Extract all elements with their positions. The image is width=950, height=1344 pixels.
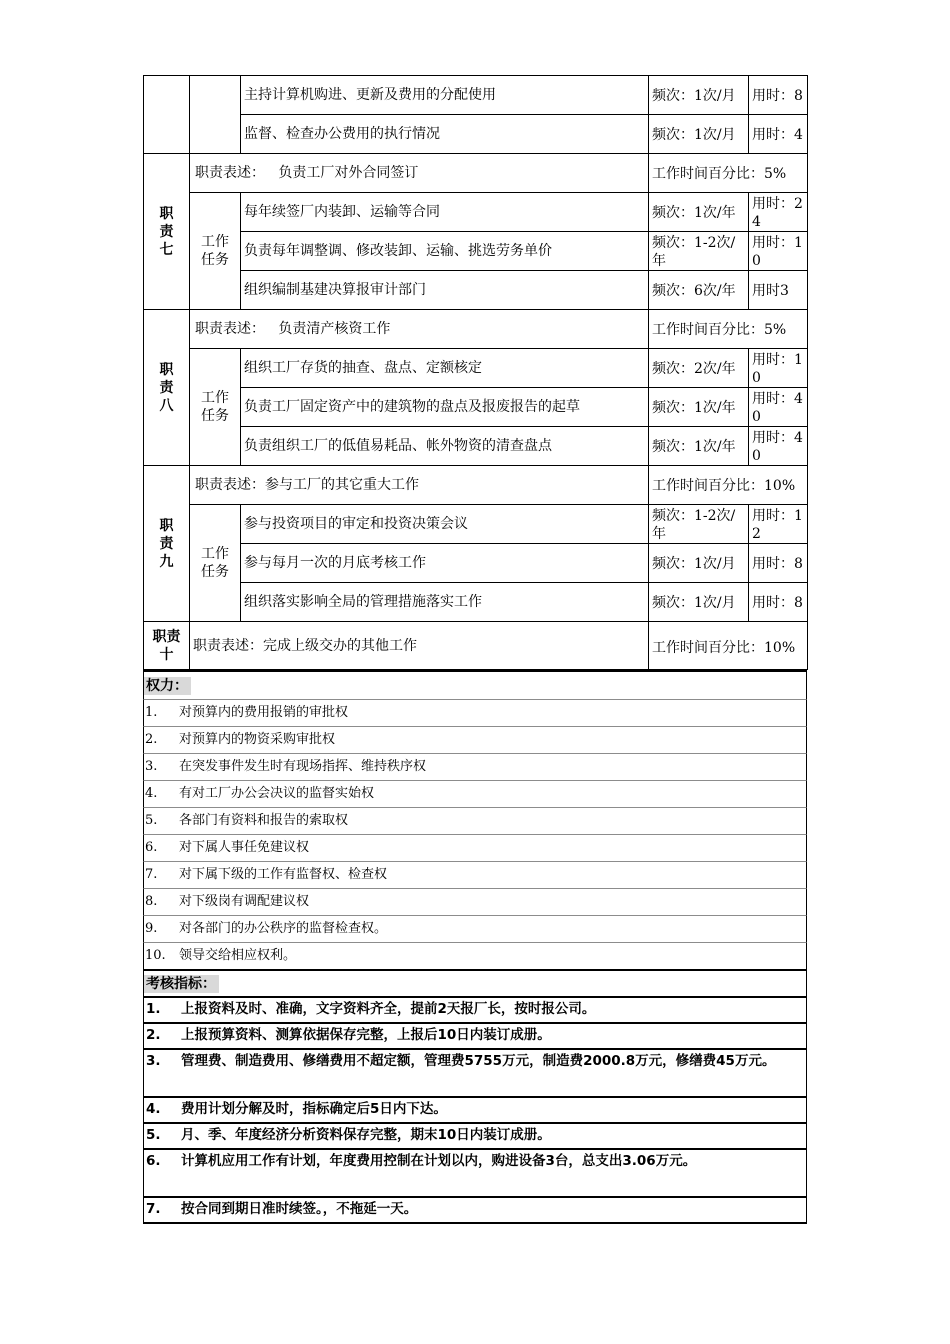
duty-description: 职责表述：参与工厂的其它重大工作 [190,466,649,505]
list-item: 2. 对预算内的物资采购审批权 [143,727,807,754]
list-item: 3. 在突发事件发生时有现场指挥、维持秩序权 [143,754,807,781]
duty-label: 职责八 [144,310,190,466]
task-text: 参与投资项目的审定和投资决策会议 [241,505,649,544]
task-hours: 用时：8 [749,76,808,115]
task-label-cell [190,76,241,154]
task-row [144,232,808,271]
task-text: 组织工厂存货的抽查、盘点、定额核定 [241,349,649,388]
task-frequency: 频次：1次/年 [649,388,749,427]
task-row [144,427,808,466]
work-time-percent: 工作时间百分比：5% [649,310,808,349]
task-frequency: 频次：6次/年 [649,271,749,310]
duty-desc-row [144,622,808,670]
task-row [144,544,808,583]
duty-desc-row [144,154,808,193]
task-row [144,193,808,232]
task-frequency: 频次：1次/月 [649,544,749,583]
list-item: 4. 有对工厂办公会决议的监督实始权 [143,781,807,808]
duty-table [143,75,808,670]
task-text: 负责工厂固定资产中的建筑物的盘点及报废报告的起草 [241,388,649,427]
task-hours: 用时：8 [749,544,808,583]
work-time-percent: 工作时间百分比：5% [649,154,808,193]
task-frequency: 频次：1次/月 [649,76,749,115]
task-hours: 用时：8 [749,583,808,622]
task-text: 参与每月一次的月底考核工作 [241,544,649,583]
task-frequency: 频次：1-2次/年 [649,232,749,271]
task-hours: 用时：10 [749,232,808,271]
duty-desc-row [144,466,808,505]
duty-description: 职责表述：完成上级交办的其他工作 [190,622,649,670]
duty-label: 职责七 [144,154,190,310]
task-row [144,583,808,622]
list-item: 7. 对下属下级的工作有监督权、检查权 [143,862,807,889]
duty-description: 职责表述： 负责清产核资工作 [190,310,649,349]
task-frequency: 频次：1次/年 [649,193,749,232]
task-frequency: 频次：2次/年 [649,349,749,388]
work-time-percent: 工作时间百分比：10% [649,466,808,505]
duty-label: 职责九 [144,466,190,622]
task-row [144,271,808,310]
task-frequency: 频次：1次/月 [649,583,749,622]
task-hours: 用时3 [749,271,808,310]
task-frequency: 频次：1次/月 [649,115,749,154]
task-row [144,115,808,154]
duty-label: 职责十 [144,622,190,670]
list-item: 4. 费用计划分解及时，指标确定后5日内下达。 [143,1098,807,1124]
task-text: 组织编制基建决算报审计部门 [241,271,649,310]
list-item: 3. 管理费、制造费用、修缮费用不超定额，管理费5755万元，制造费2000.8万元，修缮费45万元。 [143,1050,807,1098]
task-text: 负责组织工厂的低值易耗品、帐外物资的清查盘点 [241,427,649,466]
kpi-header [143,969,807,998]
task-hours: 用时：10 [749,349,808,388]
list-item: 8. 对下级岗有调配建议权 [143,889,807,916]
task-label: 工作任务 [190,193,241,310]
duty-desc-row [144,310,808,349]
task-text: 每年续签厂内装卸、运输等合同 [241,193,649,232]
task-text: 组织落实影响全局的管理措施落实工作 [241,583,649,622]
job-description-page [143,75,807,1224]
list-item: 1. 上报资料及时、准确，文字资料齐全，提前2天报厂长，按时报公司。 [143,998,807,1024]
task-text: 主持计算机购进、更新及费用的分配使用 [241,76,649,115]
task-text: 负责每年调整调、修改装卸、运输、挑选劳务单价 [241,232,649,271]
list-item: 6. 计算机应用工作有计划，年度费用控制在计划以内，购进设备3台，总支出3.06万元。 [143,1150,807,1198]
task-text: 监督、检查办公费用的执行情况 [241,115,649,154]
list-item: 7. 按合同到期日准时续签。，不拖延一天。 [143,1198,807,1224]
task-label: 工作任务 [190,505,241,622]
list-item: 1. 对预算内的费用报销的审批权 [143,699,807,727]
task-row [144,76,808,115]
task-frequency: 频次：1次/年 [649,427,749,466]
task-hours: 用时：40 [749,427,808,466]
list-item: 5. 月、季、年度经济分析资料保存完整，期末10日内装订成册。 [143,1124,807,1150]
powers-title: 权力： [144,677,191,695]
task-hours: 用时：12 [749,505,808,544]
duty-description: 职责表述： 负责工厂对外合同签订 [190,154,649,193]
duty-label-cell [144,76,190,154]
work-time-percent: 工作时间百分比：10% [649,622,808,670]
task-frequency: 频次：1-2次/年 [649,505,749,544]
task-label: 工作任务 [190,349,241,466]
list-item: 2. 上报预算资料、测算依据保存完整，上报后10日内装订成册。 [143,1024,807,1050]
task-hours: 用时：40 [749,388,808,427]
list-item: 10. 领导交给相应权利。 [143,943,807,969]
task-hours: 用时：24 [749,193,808,232]
list-item: 5. 各部门有资料和报告的索取权 [143,808,807,835]
task-row [144,388,808,427]
task-row [144,505,808,544]
list-item: 6. 对下属人事任免建议权 [143,835,807,862]
list-item: 9. 对各部门的办公秩序的监督检查权。 [143,916,807,943]
powers-header [143,670,807,699]
task-hours: 用时：4 [749,115,808,154]
kpi-title: 考核指标： [144,975,219,993]
task-row [144,349,808,388]
